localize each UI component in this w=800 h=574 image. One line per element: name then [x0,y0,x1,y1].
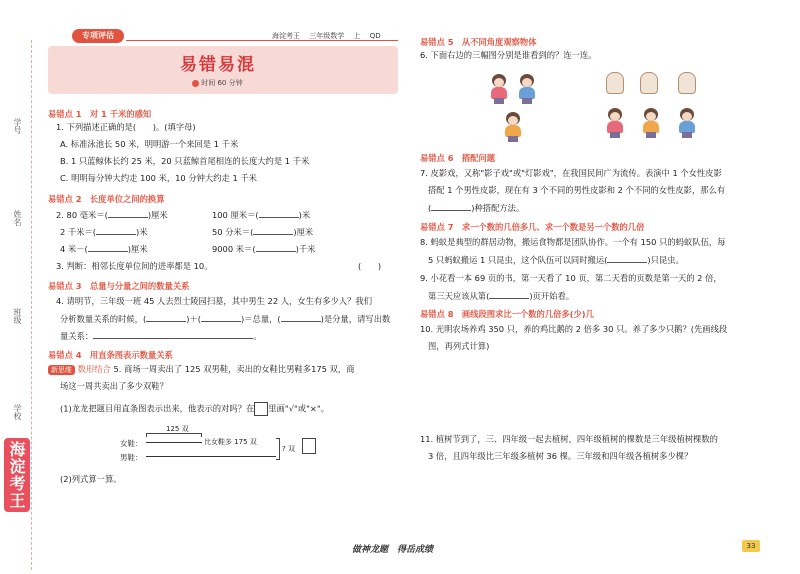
time-value: 60 分钟 [217,79,243,87]
child-figure [676,108,698,138]
clock-icon [192,80,199,87]
q2-row2-left: 2 千米＝( )米 [60,227,148,237]
section-title-5: 易错点 5 从不同角度观察物体 [420,37,537,47]
q9-line2: 第三天应该从第( )页开始看。 [428,291,575,301]
q3-answer-mark[interactable]: ( ) [358,261,382,271]
child-figure [516,74,538,104]
q6-stem: 6. 下面右边的三幅图分别是谁看到的？连一连。 [420,50,597,60]
child-figure [640,108,662,138]
answer-blank[interactable] [253,226,293,235]
header-tag: 专项评估 [72,29,124,43]
tag-shape-number: 数形结合 [77,364,111,374]
q11-line1: 11. 植树节到了，三、四年级一起去植树，四年级植树的棵数是三年级植树棵数的 [420,434,718,444]
section-title-7: 易错点 7 求一个数的几倍多几、求一个数是另一个数的几倍 [420,222,645,232]
q2-row2-right: 50 分米＝( )厘米 [212,227,314,237]
section-title-6: 易错点 6 搭配问题 [420,153,496,163]
child-figure [502,112,524,142]
men-label: 男鞋： [120,453,143,462]
dog-view-back [678,72,696,94]
section-title-1: 易错点 1 对 1 千米的感知 [48,109,152,119]
q2-row1-right: 100 厘米＝( )米 [212,210,311,220]
q4-line3: 量关系： 。 [60,331,262,341]
margin-label-name: 姓名 [13,210,22,226]
check-box[interactable] [254,402,268,416]
dog-view-front [606,72,624,94]
q1-option-c: C. 明明每分钟大约走 100 米，10 分钟大约走 1 千米 [60,173,257,183]
time-info [192,78,243,88]
answer-box[interactable] [302,438,316,454]
q3-stem: 3. 判断：相邻长度单位间的进率都是 10。 [56,261,213,271]
q9-line1: 9. 小花看一本 69 页的书，第一天看了 10 页，第二天看的页数是第一天的 2 倍， [420,273,722,283]
answer-blank[interactable] [96,226,136,235]
margin-label-school: 学校 [13,404,22,420]
badge-new-thinking: 新思维 [48,365,75,375]
answer-blank[interactable] [256,243,296,252]
diagram-question: ? 双 [282,445,295,453]
section-title-4: 易错点 4 用直条图表示数量关系 [48,350,173,360]
answer-blank[interactable] [108,209,148,218]
q8-line2: 5 只蚂蚁搬运 1 只昆虫，这个队伍可以同时搬运( )只昆虫。 [428,255,684,265]
q5-line2: 场这一周共卖出了多少双鞋？ [60,381,168,391]
q11-line2: 3 倍，且四年级比三年级多植树 36 棵。三年级和四年级各植树多少棵？ [428,451,693,461]
q10-line1: 10. 光明农场养鸡 350 只，养的鸡比鹅的 2 倍多 30 只。养了多少只鹅？(先画线段 [420,324,728,334]
answer-blank[interactable] [88,243,128,252]
left-margin [0,0,36,574]
more-label: 比女鞋多 175 双 [204,438,257,446]
dog-view-side [640,72,658,94]
answer-blank[interactable] [281,313,321,322]
margin-label-class: 班级 [13,308,22,324]
q7-line1: 7. 皮影戏，又称"影子戏"或"灯影戏"，在我国民间广为流传。表演中 1 个女性皮影 [420,168,722,178]
q5-sub1: (1)龙龙把题目用直条图表示出来，他表示的对吗？在 里画"√"或"×"。 [60,402,329,416]
q5-sub2: (2)列式算一算。 [60,474,122,484]
q1-option-a: A. 标准泳池长 50 米，明明游一个来回是 1 千米 [60,139,239,149]
section-title-3: 易错点 3 总量与分量之间的数量关系 [48,281,190,291]
q1-option-b: B. 1 只蓝鲸体长约 25 米，20 只蓝鲸首尾相连的长度大约是 1 千米 [60,156,310,166]
diagram-top-label: 125 双 [166,425,189,433]
q4-line1: 4. 请明节，三年级一班 45 人去烈士陵园扫墓，其中男生 22 人，女生有多少人？我们 [56,296,373,306]
time-label: 时间 [201,79,216,87]
header-series-name: 海淀考王 [272,32,300,40]
q2-row1-left: 2. 80 毫米＝( )厘米 [56,210,168,220]
brace-top [146,433,202,437]
brace-right [276,438,280,460]
header-grade: 三年级数学 [309,32,345,40]
answer-blank[interactable] [201,313,241,322]
answer-blank[interactable] [489,290,529,299]
q1-stem: 1. 下列描述正确的是( )。(填字母) [56,122,196,132]
q7-line2: 搭配 1 个男性皮影，现在有 3 个不同的男性皮影和 2 个不同的女性皮影，那么有 [428,185,726,195]
q7-line3: ( )种搭配方法。 [428,203,525,213]
footer-slogan: 做神龙题 得岳成绩 [352,545,434,555]
section-title-8: 易错点 8 画线段图求比一个数的几倍多(少)几 [420,309,594,319]
page-title: 易错易混 [180,55,256,75]
header-edition: QD [369,32,381,40]
bar-diagram [120,424,330,468]
q8-line1: 8. 蚂蚁是典型的群居动物，搬运食物都是团队协作。一个有 150 只的蚂蚁队伍，每 [420,237,726,247]
header-term: 上 [353,32,361,40]
brand-logo: 海淀考王 [4,438,30,512]
men-bar [146,456,276,457]
q4-line2: 分析数量关系的时候，( )＋( )＝总量，( )是分量，请写出数 [60,314,391,324]
answer-blank[interactable] [93,330,253,339]
answer-blank[interactable] [607,254,647,263]
child-figure [604,108,626,138]
q10-line2: 图，再列式计算) [428,341,490,351]
q2-row3-right: 9000 米＝( )千米 [212,244,316,254]
answer-blank[interactable] [259,209,299,218]
page-number: 33 [742,540,760,552]
women-bar [146,442,202,443]
margin-label-id: 学号 [13,118,22,134]
child-figure [488,74,510,104]
q2-row3-left: 4 米－( )厘米 [60,244,148,254]
answer-blank[interactable] [146,313,186,322]
answer-blank[interactable] [431,202,471,211]
women-label: 女鞋： [120,439,143,448]
section-title-2: 易错点 2 长度单位之间的换算 [48,194,165,204]
q5-line1: 新思维 数形结合 5. 商场一周卖出了 125 双男鞋，卖出的女鞋比男鞋多175 双，商 [48,364,354,375]
